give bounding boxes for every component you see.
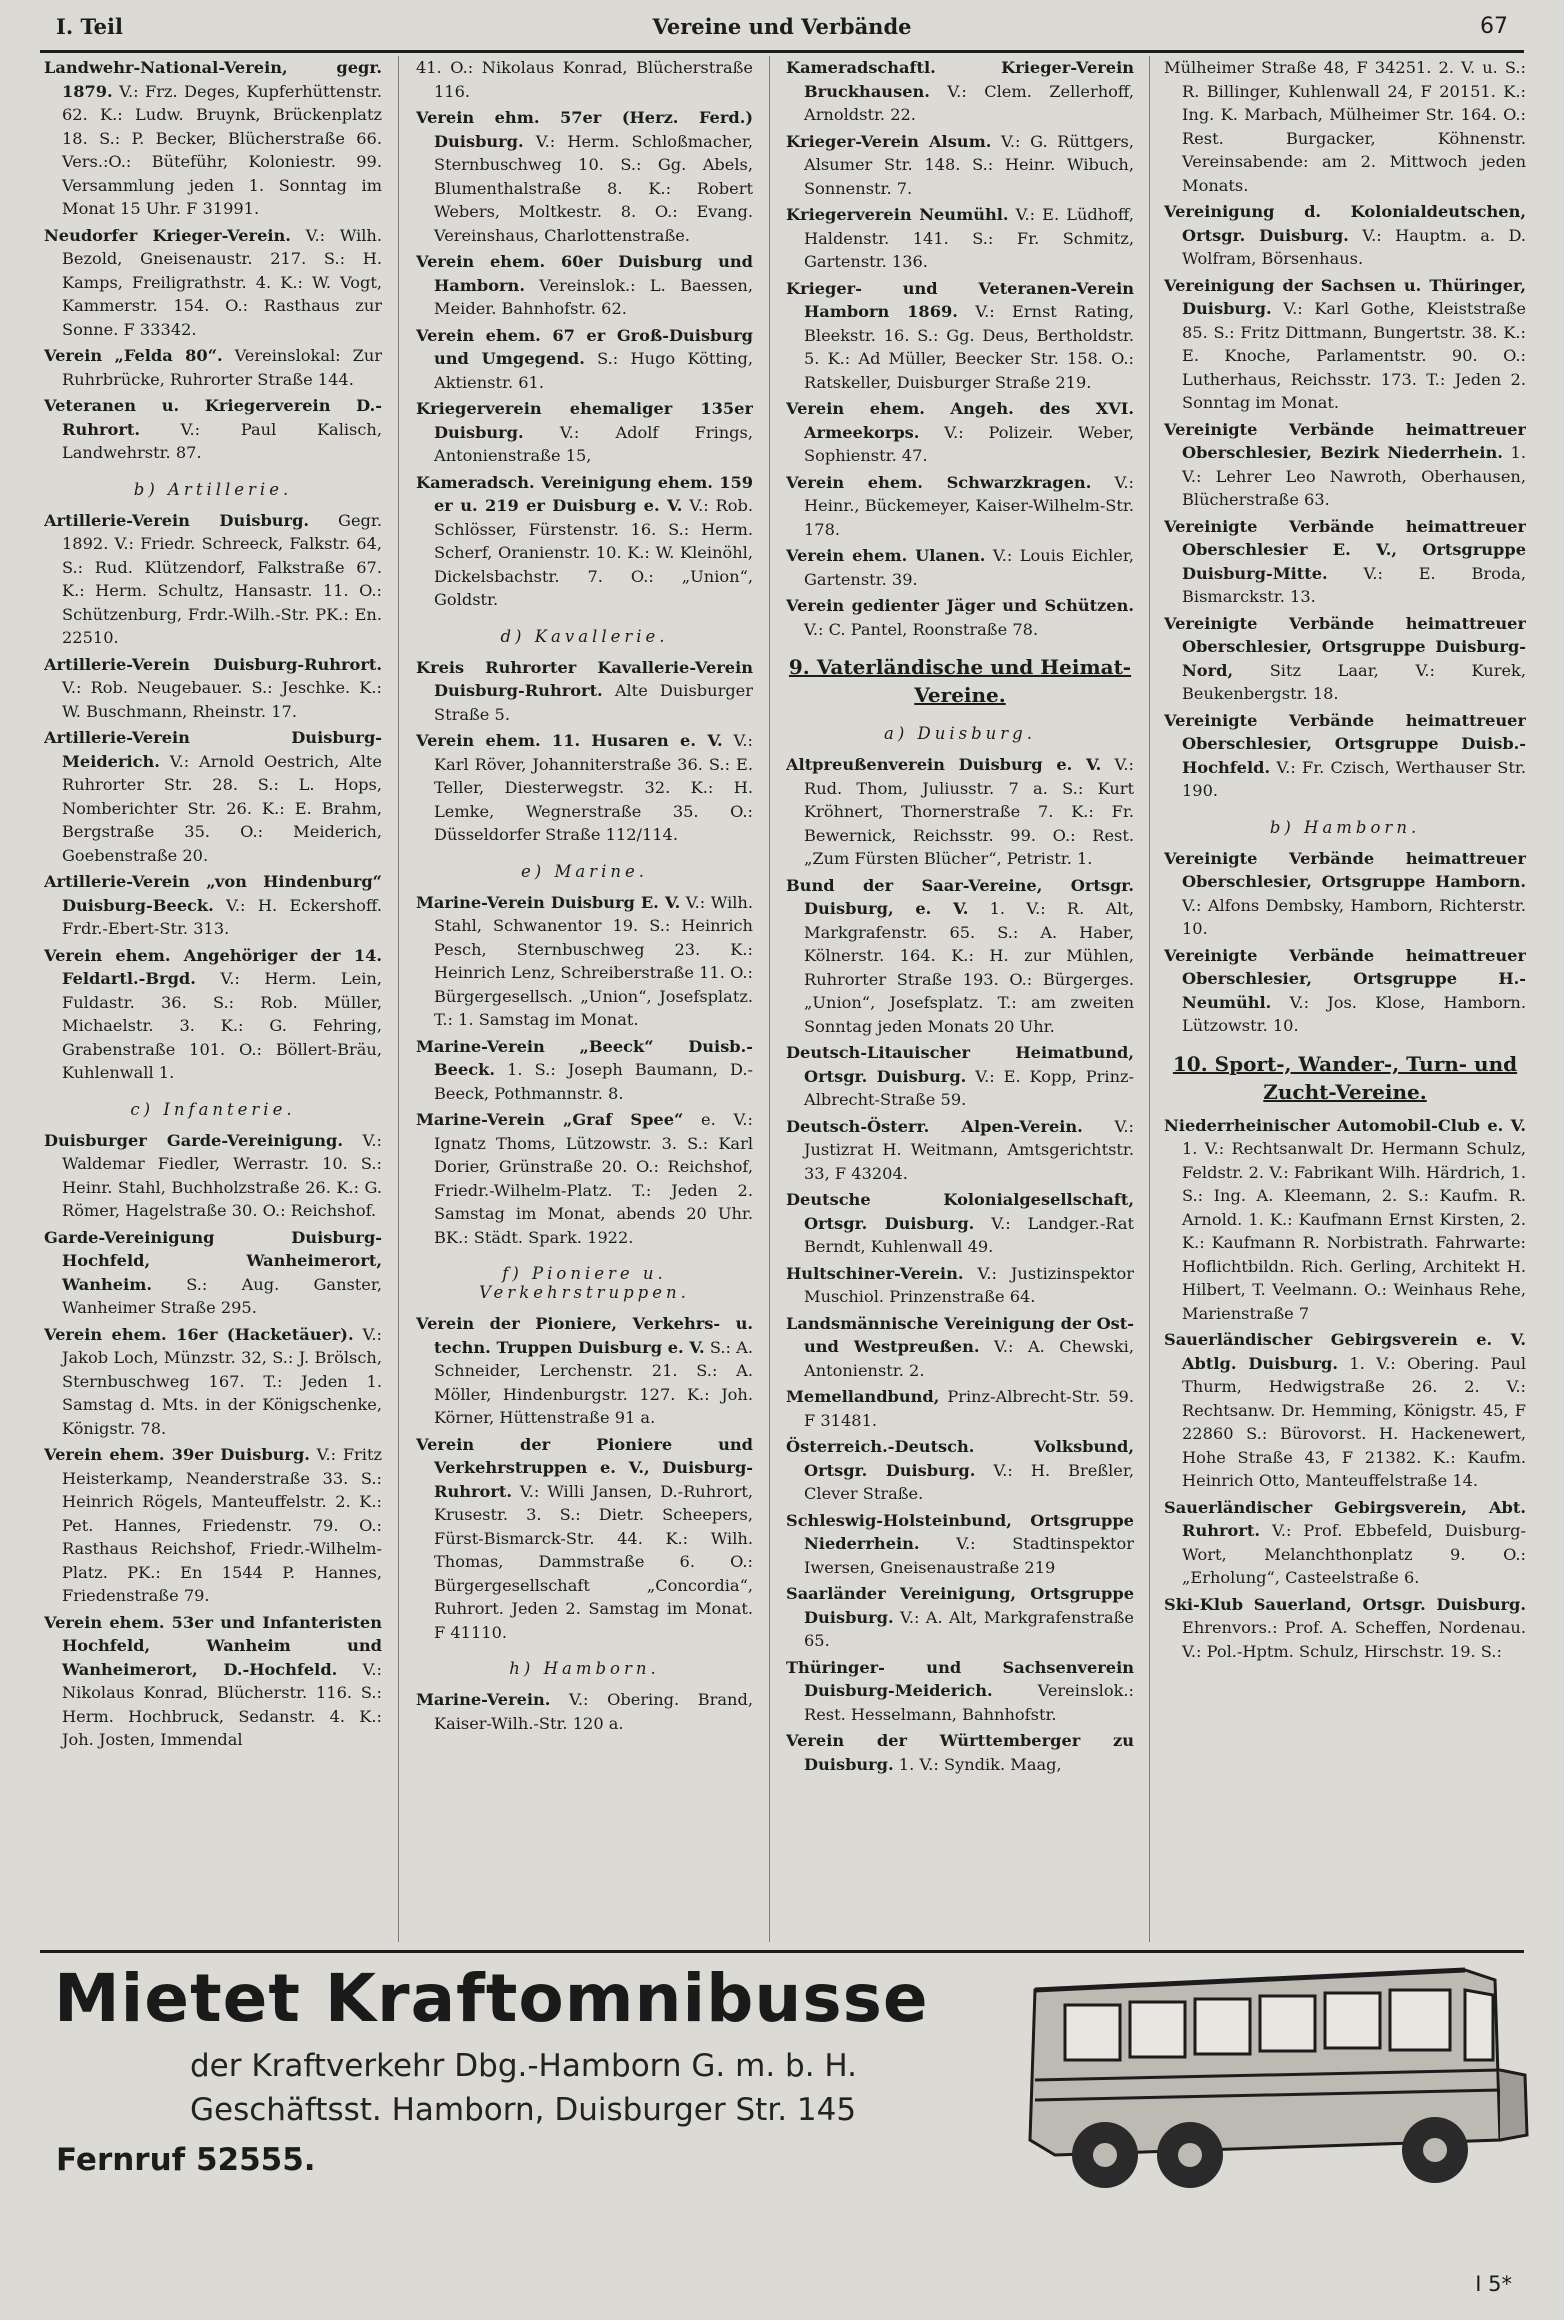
entry-details: 1. V.: R. Alt, Markgrafenstr. 65. S.: A. Haber, Kölnerstr. 164. K.: H. zur Mühlen, Ruhrorter Straße 193. O.: Bürgerges. „Union“, Josefsplatz. T.: am zweiten Sonntag jeden Monats 20 Uhr. <box>804 899 1134 1036</box>
directory-entry <box>416 397 753 468</box>
bus-advertisement <box>40 1950 1524 2230</box>
directory-entry <box>1164 847 1526 941</box>
directory-entry <box>416 729 753 847</box>
directory-entry <box>786 203 1134 274</box>
association-name: Verein der Württemberger zu Duisburg. <box>786 1731 1134 1774</box>
association-name: Verein ehm. 57er (Herz. Ferd.) Duisburg. <box>416 108 753 151</box>
ad-phone: Fernruf 52555. <box>56 2142 316 2178</box>
entry-details: V.: Nikolaus Konrad, Blücherstr. 116. S.: Herm. Hochbruck, Sedanstr. 4. K.: Joh. Josten, Immendal <box>62 1659 382 1749</box>
entry-details: V.: Waldemar Fiedler, Werrastr. 10. S.: Heinr. Stahl, Buchholzstraße 26. K.: G. Römer, Hagelstraße 30. O.: Reichshof. <box>62 1130 382 1220</box>
directory-entry <box>44 1129 382 1223</box>
association-name: Verein ehem. 53er und Infanteristen Hochfeld, Wanheim und Wanheimerort, D.-Hochfeld. <box>44 1612 382 1679</box>
entry-details: V.: Jakob Loch, Münzstr. 32, S.: J. Brölsch, Sternbuschweg 167. T.: Jeden 1. Samstag d. Mts. in der Königschenke, Königstr. 78. <box>62 1324 382 1438</box>
directory-entry <box>786 1115 1134 1186</box>
entry-details: V.: Herm. Schloßmacher, Sternbuschweg 10. S.: Gg. Abels, Blumenthalstraße 8. K.: Robert Webers, Moltkestr. 8. O.: Evang. Vereinshaus, Charlottenstraße. <box>434 131 753 245</box>
entry-details: V.: Karl Gothe, Kleiststraße 85. S.: Fritz Dittmann, Bungertstr. 38. K.: E. Knoche, Parlamentstr. 90. O.: Lutherhaus, Reichsstr. 173. T.: Jeden 2. Sonntag im Monat. <box>1182 299 1526 412</box>
directory-entry <box>416 324 753 395</box>
directory-entry <box>1164 1593 1526 1664</box>
association-name: Verein gedienter Jäger und Schützen. <box>786 596 1134 615</box>
association-name: Neudorfer Krieger-Verein. <box>44 225 291 245</box>
directory-entry <box>416 1035 753 1106</box>
entry-details: V.: E. Broda, Bismarckstr. 13. <box>1182 563 1526 606</box>
directory-entry <box>1164 709 1526 803</box>
association-name: Vereinigte Verbände heimattreuer Oberschlesier, Bezirk Niederrhein. <box>1164 419 1526 462</box>
entry-details: V.: Landger.-Rat Berndt, Kuhlenwall 49. <box>804 1213 1134 1256</box>
entry-details: V.: H. Eckershoff. Frdr.-Ebert-Str. 313. <box>62 895 382 938</box>
entry-details: V.: Frz. Deges, Kupferhüttenstr. 62. K.: Ludw. Bruynk, Brückenplatz 18. S.: P. Becker, Blücherstraße 66. Vers.:O.: Büteführ, Koloniestr. 99. Versammlung jeden 1. Sonntag im Monat 15 Uhr. F 31991. <box>62 81 382 218</box>
entry-details: V.: Paul Kalisch, Landwehrstr. 87. <box>62 419 382 462</box>
directory-entry <box>786 874 1134 1039</box>
directory-entry <box>786 1509 1134 1580</box>
entry-details: V.: Willi Jansen, D.-Ruhrort, Krusestr. 3. S.: Dietr. Scheepers, Fürst-Bismarck-Str. 44. K.: Wilh. Thomas, Dammstraße 6. O.: Bürgergesellschaft „Concordia“, Ruhrort. Jeden 2. Samstag im Monat. F 41110. <box>434 1481 753 1642</box>
section-heading: 9. Vaterländische und Heimat-Vereine. <box>788 655 1132 707</box>
section-subheading: h) Hamborn. <box>509 1659 660 1678</box>
entry-details: V.: A. Alt, Markgrafenstraße 65. <box>804 1607 1134 1650</box>
association-name: Verein der Pioniere und Verkehrstruppen e. V., Duisburg-Ruhrort. <box>416 1434 753 1501</box>
association-name: Vereinigte Verbände heimattreuer Oberschlesier E. V., Ortsgruppe Duisburg-Mitte. <box>1164 516 1526 583</box>
directory-entry <box>786 471 1134 542</box>
directory-entry <box>1164 1328 1526 1493</box>
ad-company: der Kraftverkehr Dbg.-Hamborn G. m. b. H. <box>190 2048 858 2084</box>
directory-entry <box>44 394 382 465</box>
entry-details: V.: Karl Röver, Johanniterstraße 36. S.: E. Teller, Diesterwegstr. 32. K.: H. Lemke, Wegnerstraße 35. O.: Düsseldorfer Straße 112/114. <box>434 731 753 844</box>
ad-address: Geschäftsst. Hamborn, Duisburger Str. 145 <box>190 2092 857 2128</box>
association-name: Marine-Verein Duisburg E. V. <box>416 892 681 912</box>
association-name: Kriegerverein ehemaliger 135er Duisburg. <box>416 399 753 442</box>
association-name: Verein ehem. 60er Duisburg und Hamborn. <box>416 252 753 295</box>
entry-details: V.: H. Breßler, Clever Straße. <box>804 1460 1134 1503</box>
directory-entry <box>416 250 753 321</box>
entry-details: Vereinslokal: Zur Ruhrbrücke, Ruhrorter Straße 144. <box>62 346 382 389</box>
column-2 <box>416 56 753 1946</box>
association-name: Veteranen u. Kriegerverein D.-Ruhrort. <box>44 396 382 439</box>
entry-details: V.: Stadtinspektor Iwersen, Gneisenaustraße 219 <box>804 1534 1134 1577</box>
association-name: Vereinigte Verbände heimattreuer Oberschlesier, Ortsgruppe Duisb.-Hochfeld. <box>1164 710 1526 777</box>
directory-entry <box>786 594 1134 641</box>
directory-entry <box>416 1312 753 1430</box>
association-name: Landsmännische Vereinigung der Ost- und Westpreußen. <box>786 1313 1134 1356</box>
association-name: Sauerländischer Gebirgsverein e. V. Abtlg. Duisburg. <box>1164 1330 1526 1373</box>
association-name: Deutsch-Österr. Alpen-Verein. <box>786 1116 1083 1136</box>
entry-details: Ehrenvors.: Prof. A. Scheffen, Nordenau. V.: Pol.-Hptm. Schulz, Hirschstr. 19. S.: <box>1182 1618 1526 1661</box>
column-divider <box>398 56 399 1942</box>
column-divider <box>769 56 770 1942</box>
association-name: Duisburger Garde-Vereinigung. <box>44 1130 343 1150</box>
association-name: Garde-Vereinigung Duisburg-Hochfeld, Wanheimerort, Wanheim. <box>44 1227 382 1294</box>
entry-details: Prinz-Albrecht-Str. 59. F 31481. <box>804 1387 1134 1430</box>
association-name: Marine-Verein „Beeck“ Duisb.-Beeck. <box>416 1036 753 1079</box>
association-name: Artillerie-Verein Duisburg-Meiderich. <box>44 728 382 771</box>
association-name: Sauerländischer Gebirgsverein, Abt. Ruhrort. <box>1164 1497 1526 1540</box>
association-name: Saarländer Vereinigung, Ortsgruppe Duisburg. <box>786 1584 1134 1627</box>
directory-entry <box>44 224 382 342</box>
association-name: Kreis Ruhrorter Kavallerie-Verein Duisburg-Ruhrort. <box>416 657 753 700</box>
association-name: Verein ehem. Angeh. des XVI. Armeekorps. <box>786 399 1134 442</box>
header-rule <box>40 50 1524 53</box>
association-name: Kameradsch. Vereinigung ehem. 159 er u. 219 er Duisburg e. V. <box>416 472 753 515</box>
association-name: Verein ehem. 67 er Groß-Duisburg und Umgegend. <box>416 325 753 368</box>
association-name: Schleswig-Holsteinbund, Ortsgruppe Niederrhein. <box>786 1510 1134 1553</box>
page-number: 67 <box>1480 14 1508 39</box>
association-name: Thüringer- und Sachsenverein Duisburg-Meiderich. <box>786 1657 1134 1700</box>
association-name: Landwehr-National-Verein, gegr. 1879. <box>44 58 382 101</box>
section-subheading: b) Artillerie. <box>133 479 293 499</box>
association-name: Deutsche Kolonialgesellschaft, Ortsgr. Duisburg. <box>786 1190 1134 1233</box>
section-heading: 10. Sport-, Wander-, Turn- und Zucht-Vereine. <box>1172 1051 1518 1104</box>
association-name: Verein ehem. 16er (Hacketäuer). <box>44 1324 354 1344</box>
directory-entry <box>1164 515 1526 609</box>
association-name: Marine-Verein „Graf Spee“ <box>416 1110 684 1129</box>
directory-entry <box>416 106 753 247</box>
entry-details: V.: Fritz Heisterkamp, Neanderstraße 33. S.: Heinrich Rögels, Manteuffelstr. 2. K.: Pet. Hannes, Friedenstr. 79. O.: Rasthaus Reichshof, Friedr.-Wilhelm-Platz. PK.: En 1544 P. Hannes, Friedenstraße 79. <box>62 1445 382 1605</box>
directory-entry <box>786 1729 1134 1776</box>
directory-entry <box>44 1611 382 1752</box>
directory-entry <box>786 1262 1134 1309</box>
association-name: Artillerie-Verein Duisburg-Ruhrort. <box>44 654 382 674</box>
directory-entry <box>44 1443 382 1608</box>
association-name: Ski-Klub Sauerland, Ortsgr. Duisburg. <box>1164 1594 1526 1614</box>
directory-entry <box>416 471 753 612</box>
association-name: Krieger-Verein Alsum. <box>786 131 992 151</box>
entry-details: V.: Rob. Neugebauer. S.: Jeschke. K.: W. Buschmann, Rheinstr. 17. <box>62 678 382 721</box>
directory-entry <box>416 1108 753 1249</box>
association-name: Verein „Felda 80“. <box>44 346 223 365</box>
column-1 <box>44 56 382 1946</box>
bus-illustration <box>995 1950 1535 2200</box>
association-name: Kameradschaftl. Krieger-Verein Bruckhausen. <box>786 58 1134 101</box>
association-name: Verein ehem. Schwarzkragen. <box>786 472 1092 492</box>
section-subheading: e) Marine. <box>521 861 648 881</box>
association-name: Krieger- und Veteranen-Verein Hamborn 1869. <box>786 278 1134 321</box>
directory-entry <box>44 509 382 650</box>
directory-entry <box>416 656 753 727</box>
entry-details: Vereinslok.: Rest. Hesselmann, Bahnhofstr. <box>804 1681 1134 1724</box>
association-name: Artillerie-Verein „von Hindenburg“ Duisburg-Beeck. <box>44 872 382 915</box>
association-name: Vereinigte Verbände heimattreuer Oberschlesier, Ortsgruppe H.-Neumühl. <box>1164 945 1526 1012</box>
entry-details: V.: Wilh. Bezold, Gneisenaustr. 217. S.: H. Kamps, Freiligrathstr. 4. K.: W. Vogt, Kammerstr. 154. O.: Rasthaus zur Sonne. F 33342. <box>62 225 382 339</box>
directory-entry <box>44 56 382 221</box>
entry-details: V.: Adolf Frings, Antonienstraße 15, <box>434 422 753 465</box>
section-subheading: b) Hamborn. <box>1269 817 1421 837</box>
entry-details: V.: Rud. Thom, Juliusstr. 7 a. S.: Kurt Kröhnert, Thornerstraße 7. K.: Fr. Bewernick, Reichsstr. 99. O.: Rest. „Zum Fürsten Blücher“, Petristr. 1. <box>804 755 1134 868</box>
directory-entry <box>44 726 382 867</box>
association-name: Verein ehem. 11. Husaren e. V. <box>416 731 723 750</box>
entry-details: V.: Herm. Lein, Fuldastr. 36. S.: Rob. Müller, Michaelstr. 3. K.: G. Fehring, Grabenstraße 101. O.: Böllert-Bräu, Kuhlenwall 1. <box>62 969 382 1082</box>
entry-details: V.: G. Rüttgers, Alsumer Str. 148. S.: Heinr. Wibuch, Sonnenstr. 7. <box>804 131 1134 198</box>
directory-entry <box>416 56 753 103</box>
association-name: Verein der Pioniere, Verkehrs- u. techn. Truppen Duisburg e. V. <box>416 1314 753 1357</box>
entry-details: V.: Hauptm. a. D. Wolfram, Börsenhaus. <box>1182 225 1526 268</box>
association-name: Verein ehem. Ulanen. <box>786 546 986 565</box>
association-name: Marine-Verein. <box>416 1690 551 1709</box>
entry-details: V.: Clem. Zellerhoff, Arnoldstr. 22. <box>804 81 1134 124</box>
directory-entry <box>786 1041 1134 1112</box>
entry-details: S.: Hugo Kötting, Aktienstr. 61. <box>434 349 753 392</box>
section-subheading: d) Kavallerie. <box>500 626 669 646</box>
entry-details: V.: Prof. Ebbefeld, Duisburg-Wort, Melanchthonplatz 9. O.: „Erholung“, Casteelstraße 6. <box>1182 1521 1526 1587</box>
header-title: Vereine und Verbände <box>652 14 912 39</box>
association-name: Vereinigte Verbände heimattreuer Oberschlesier, Ortsgruppe Hamborn. <box>1164 848 1526 891</box>
association-name: Bund der Saar-Vereine, Ortsgr. Duisburg, e. V. <box>786 875 1134 918</box>
entry-details: 1. V.: Syndik. Maag, <box>893 1754 1062 1774</box>
association-name: Kriegerverein Neumühl. <box>786 205 1009 224</box>
directory-entry <box>1164 200 1526 271</box>
ad-headline: Mietet Kraftomnibusse <box>54 1960 929 2037</box>
entry-details: 1. V.: Rechtsanwalt Dr. Hermann Schulz, Feldstr. 2. V.: Fabrikant Wilh. Härdrich, 1. S.: Ing. A. Kleemann, 2. S.: Kaufm. R. Arnold. 1. K.: Kaufmann Ernst Kirsten, 2. K.: Kaufmann R. Norbistrath. Fahrwarte: Hoflichtbildn. Rich. Gerling, Architekt H. Hilbert, T. Veelmann. O.: Weinhaus Rehe, Marienstraße 7 <box>1182 1139 1526 1323</box>
header-part-label: I. Teil <box>56 14 123 39</box>
directory-entry <box>44 1226 382 1320</box>
directory-entry <box>786 753 1134 871</box>
entry-details: V.: Fr. Czisch, Werthauser Str. 190. <box>1182 757 1526 800</box>
association-name: Vereinigung d. Kolonialdeutschen, Ortsgr. Duisburg. <box>1164 202 1526 245</box>
association-name: Artillerie-Verein Duisburg. <box>44 510 310 530</box>
entry-details: Mülheimer Straße 48, F 34251. 2. V. u. S.: R. Billinger, Kuhlenwall 24, F 20151. K.: Ing. K. Marbach, Mülheimer Str. 164. O.: Rest. Burgacker, Köhnenstr. Vereinsabende: am 2. Mittwoch jeden Monats. <box>1164 58 1526 195</box>
entry-details: V.: Rob. Schlösser, Fürstenstr. 16. S.: Herm. Scherf, Oranienstr. 10. K.: W. Kleinöhl, Dickelsbachstr. 7. O.: „Union“, Goldstr. <box>434 496 753 609</box>
directory-entry <box>416 891 753 1032</box>
column-4 <box>1164 56 1526 1946</box>
entry-details: V.: C. Pantel, Roonstraße 78. <box>804 619 1039 639</box>
entry-details: V.: E. Kopp, Prinz-Albrecht-Straße 59. <box>804 1066 1134 1109</box>
entry-details: V.: Alfons Dembsky, Hamborn, Richterstr. 10. <box>1182 895 1526 938</box>
association-name: Verein ehem. Angehöriger der 14. Feldartl.-Brgd. <box>44 945 382 988</box>
directory-entry <box>786 130 1134 201</box>
section-subheading: c) Infanterie. <box>130 1099 296 1119</box>
directory-entry <box>44 1323 382 1441</box>
column-3 <box>786 56 1134 1946</box>
entry-details: V.: Ernst Rating, Bleekstr. 16. S.: Gg. Deus, Bertholdstr. 5. K.: Ad Müller, Beecker Str. 158. O.: Ratskeller, Duisburger Straße 219. <box>804 302 1134 392</box>
entry-details: V.: E. Lüdhoff, Haldenstr. 141. S.: Fr. Schmitz, Gartenstr. 136. <box>804 205 1134 271</box>
association-name: Vereinigung der Sachsen u. Thüringer, Duisburg. <box>1164 275 1526 318</box>
directory-entry <box>786 1435 1134 1506</box>
directory-entry <box>1164 274 1526 415</box>
entry-details: V.: Louis Eichler, Gartenstr. 39. <box>804 546 1134 589</box>
directory-entry <box>1164 1114 1526 1326</box>
entry-details: V.: A. Chewski, Antonienstr. 2. <box>804 1337 1134 1380</box>
directory-entry <box>786 1385 1134 1432</box>
directory-entry <box>786 397 1134 468</box>
entry-details: 1. V.: Lehrer Leo Nawroth, Oberhausen, Blücherstraße 63. <box>1182 443 1526 509</box>
directory-entry <box>786 544 1134 591</box>
association-name: Niederrheinischer Automobil-Club e. V. <box>1164 1115 1526 1135</box>
association-name: Memellandbund, <box>786 1387 940 1406</box>
directory-entry <box>44 653 382 724</box>
entry-details: V.: Polizeir. Weber, Sophienstr. 47. <box>804 422 1134 465</box>
entry-details: V.: Jos. Klose, Hamborn. Lützowstr. 10. <box>1182 992 1526 1035</box>
directory-entry <box>44 870 382 941</box>
entry-details: Vereinslok.: L. Baessen, Meider. Bahnhofstr. 62. <box>434 275 753 318</box>
entry-details: V.: Justizrat H. Weitmann, Amtsgerichtstr. 33, F 43204. <box>804 1116 1134 1183</box>
directory-entry <box>786 1582 1134 1653</box>
entry-details: Sitz Laar, V.: Kurek, Beukenbergstr. 18. <box>1182 660 1526 703</box>
entry-details: S.: Aug. Ganster, Wanheimer Straße 295. <box>62 1274 382 1317</box>
entry-details: V.: Justizinspektor Muschiol. Prinzenstraße 64. <box>804 1263 1134 1306</box>
entry-details: V.: Heinr., Bückemeyer, Kaiser-Wilhelm-Str. 178. <box>804 472 1134 539</box>
association-name: Vereinigte Verbände heimattreuer Oberschlesier, Ortsgruppe Duisburg-Nord, <box>1164 613 1526 680</box>
directory-entry <box>786 56 1134 127</box>
entry-details: V.: Arnold Oestrich, Alte Ruhrorter Str. 28. S.: L. Hops, Nomberichter Str. 26. K.: E. Brahm, Bergstraße 35. O.: Meiderich, Goebenstraße 20. <box>62 751 382 865</box>
directory-entry <box>1164 1496 1526 1590</box>
directory-entry <box>44 944 382 1085</box>
directory-entry <box>1164 56 1526 197</box>
directory-entry <box>786 277 1134 395</box>
directory-entry <box>1164 612 1526 706</box>
entry-details: S.: A. Schneider, Lerchenstr. 21. S.: A. Möller, Hindenburgstr. 127. K.: Joh. Körner, Hüttenstraße 91 a. <box>434 1337 753 1427</box>
directory-entry <box>44 344 382 391</box>
association-name: Altpreußenverein Duisburg e. V. <box>786 755 1102 774</box>
directory-entry <box>1164 944 1526 1038</box>
entry-details: V.: Wilh. Stahl, Schwanentor 19. S.: Heinrich Pesch, Sternbuschweg 23. K.: Heinrich Lenz, Schreiberstraße 11. O.: Bürgergesellsch. „Union“, Josefsplatz. T.: 1. Samstag im Monat. <box>434 892 753 1029</box>
directory-entry <box>416 1688 753 1735</box>
association-name: Verein ehem. 39er Duisburg. <box>44 1445 310 1464</box>
directory-entry <box>786 1312 1134 1383</box>
entry-details: e. V.: Ignatz Thoms, Lützowstr. 3. S.: Karl Dorier, Grünstraße 20. O.: Reichshof, Friedr.-Wilhelm-Platz. T.: Jeden 2. Samstag im Monat, abends 20 Uhr. BK.: Städt. Spark. 1922. <box>434 1110 753 1247</box>
entry-details: 1. V.: Obering. Paul Thurm, Hedwigstraße 26. 2. V.: Rechtsanw. Dr. Hemming, Königstr. 45, F 22860 S.: Bürovorst. H. Hackenewert, Hohe Straße 43, F 21382. K.: Kaufm. Heinrich Otto, Manteuffelstraße 14. <box>1182 1353 1526 1490</box>
section-subheading: a) Duisburg. <box>883 724 1036 743</box>
entry-details: Gegr. 1892. V.: Friedr. Schreeck, Falkstr. 64, S.: Rud. Klützendorf, Falkstraße 67. K.: Herm. Schultz, Hansastr. 11. O.: Schützenburg, Frdr.-Wilh.-Str. PK.: En. 22510. <box>62 510 382 647</box>
section-subheading: f) Pioniere u. Verkehrstruppen. <box>479 1264 690 1302</box>
association-name: Deutsch-Litauischer Heimatbund, Ortsgr. Duisburg. <box>786 1043 1134 1086</box>
entry-details: Alte Duisburger Straße 5. <box>434 681 753 724</box>
directory-entry <box>786 1656 1134 1727</box>
directory-entry <box>786 1188 1134 1259</box>
directory-entry <box>416 1433 753 1645</box>
association-name: Hultschiner-Verein. <box>786 1263 964 1283</box>
directory-entry <box>1164 418 1526 512</box>
entry-details: 41. O.: Nikolaus Konrad, Blücherstraße 116. <box>416 58 753 101</box>
running-header <box>38 14 1526 48</box>
column-divider <box>1149 56 1150 1942</box>
signature-mark: I 5* <box>1475 2272 1512 2296</box>
entry-details: 1. S.: Joseph Baumann, D.-Beeck, Pothmannstr. 8. <box>434 1060 753 1103</box>
entry-details: V.: Obering. Brand, Kaiser-Wilh.-Str. 120 a. <box>434 1690 753 1733</box>
association-name: Österreich.-Deutsch. Volksbund, Ortsgr. Duisburg. <box>786 1437 1134 1480</box>
